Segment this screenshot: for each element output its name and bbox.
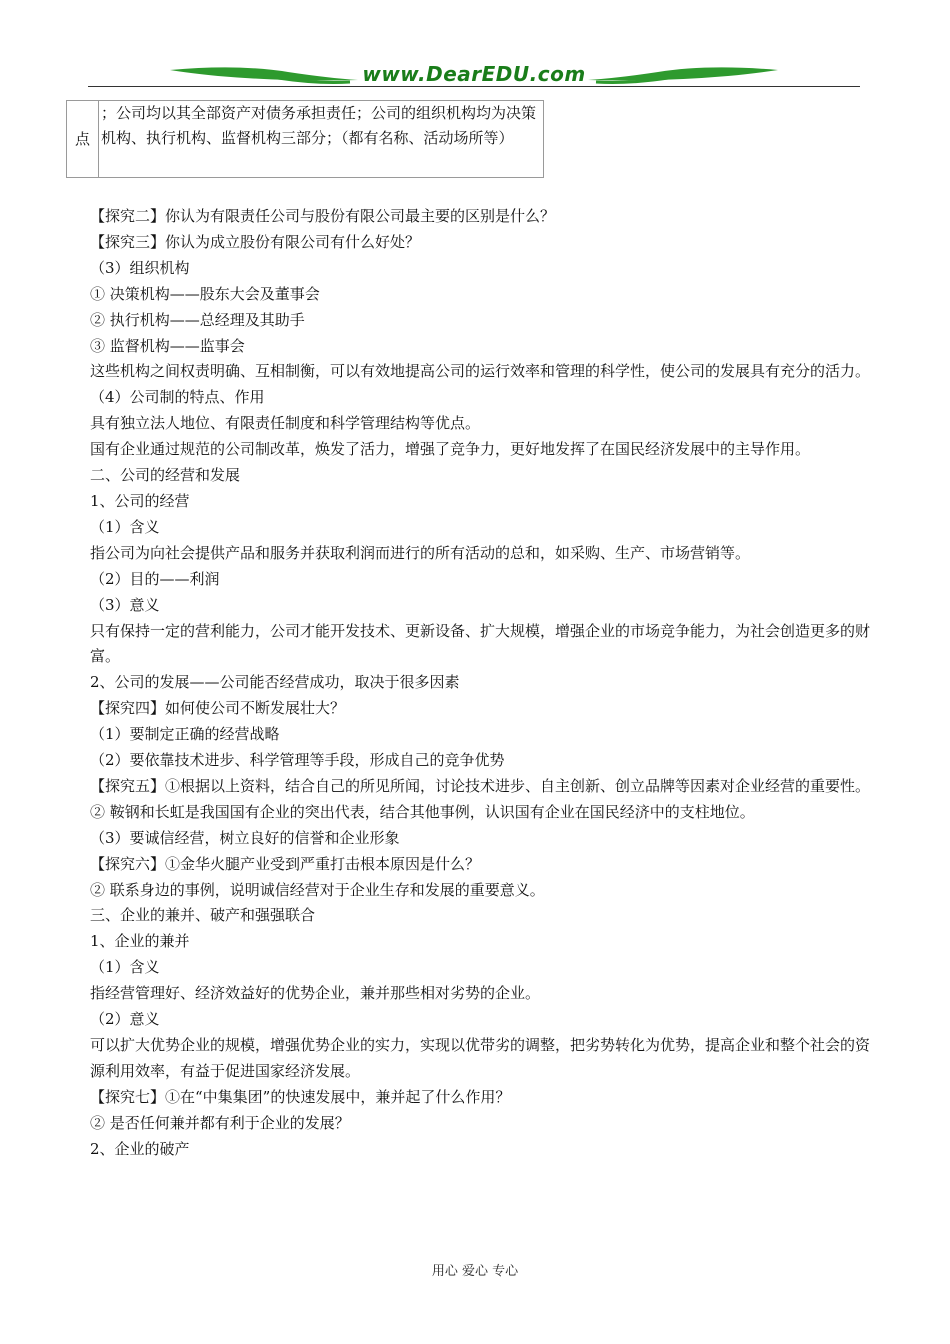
text-line: ② 执行机构——总经理及其助手: [90, 310, 305, 329]
site-logo-text[interactable]: www.DearEDU.com: [362, 62, 586, 86]
text-line: 二、公司的经营和发展: [90, 466, 241, 485]
text-line: 【探究二】你认为有限责任公司与股份有限公司最主要的区别是什么？: [90, 207, 556, 225]
text-line: ② 鞍钢和长虹是我国国有企业的突出代表，结合其他事例，认识国有企业在国民经济中的支柱地位。: [90, 802, 755, 821]
text-line: 国有企业通过规范的公司制改革，焕发了活力，增强了竞争力，更好地发挥了在国民经济发展中的主导作用。: [90, 440, 811, 459]
comparison-table-fragment: [66, 100, 544, 178]
text-line: 【探究四】如何使公司不断发展壮大？: [90, 699, 346, 718]
text-line: ② 联系身边的事例，说明诚信经营对于企业生存和发展的重要意义。: [90, 880, 545, 899]
text-line: 这些机构之间权责明确、互相制衡，可以有效地提高公司的运行效率和管理的科学性，使公司的发展具有充分的活力。: [90, 362, 871, 381]
text-line: 可以扩大优势企业的规模，增强优势企业的实力，实现以优带劣的调整，把劣势转化为优势，提高企业和整个社会的资源利用效率，有益于促进国家经济发展。: [90, 1036, 871, 1080]
text-line: ② 是否任何兼并都有利于企业的发展？: [90, 1113, 350, 1132]
text-line: ① 决策机构——股东大会及董事会: [90, 284, 320, 303]
text-line: 指公司为向社会提供产品和服务并获取利润而进行的所有活动的总和，如采购、生产、市场营销等。: [90, 543, 751, 562]
text-line: （2）意义: [90, 1010, 160, 1029]
text-line: ③ 监督机构——监事会: [90, 336, 245, 355]
text-line: （2）要依靠技术进步、科学管理等手段，形成自己的竞争优势: [90, 751, 505, 770]
text-line: （1）含义: [90, 958, 160, 977]
table-row: [67, 101, 544, 178]
text-line: 2、公司的发展——公司能否经营成功，取决于很多因素: [90, 673, 460, 692]
page-footer: 用心 爱心 专心: [431, 1264, 519, 1279]
text-line: （3）意义: [90, 595, 160, 614]
text-line: 【探究七】①在“中集集团”的快速发展中，兼并起了什么作用？: [90, 1087, 511, 1106]
text-line: 1、公司的经营: [90, 491, 190, 510]
text-line: 【探究五】①根据以上资料，结合自己的所见所闻，讨论技术进步、自主创新、创立品牌等因素对企业经营的重要性。: [90, 776, 871, 795]
text-line: （1）要制定正确的经营战略: [90, 725, 280, 744]
text-line: 2、企业的破产: [90, 1139, 190, 1158]
text-line: （3）组织机构: [90, 258, 190, 277]
text-line: （2）目的——利润: [90, 569, 220, 588]
header-rule: [88, 86, 860, 87]
text-line: 指经营管理好、经济效益好的优势企业，兼并那些相对劣势的企业。: [90, 984, 541, 1003]
text-line: 只有保持一定的营利能力，公司才能开发技术、更新设备、扩大规模，增强企业的市场竞争能力，为社会创造更多的财富。: [90, 621, 871, 666]
text-line: 三、企业的兼并、破产和强强联合: [90, 906, 316, 925]
text-line: 【探究六】①金华火腿产业受到严重打击根本原因是什么？: [90, 854, 481, 873]
text-line: 【探究三】你认为成立股份有限公司有什么好处？: [90, 232, 421, 251]
text-line: 1、企业的兼并: [90, 932, 190, 951]
page-header: [88, 58, 860, 90]
text-line: 具有独立法人地位、有限责任制度和科学管理结构等优点。: [90, 414, 481, 433]
text-line: （1）含义: [90, 517, 160, 536]
table-row-value: ；公司均以其全部资产对债务承担责任；公司的组织机构均为决策机构、执行机构、监督机构三部分；（都有名称、活动场所等）: [99, 101, 544, 178]
text-line: （4）公司制的特点、作用: [90, 388, 265, 407]
table-row-key: 点: [67, 101, 99, 178]
document-body: [90, 204, 870, 1163]
text-line: （3）要诚信经营，树立良好的信誉和企业形象: [90, 828, 400, 847]
